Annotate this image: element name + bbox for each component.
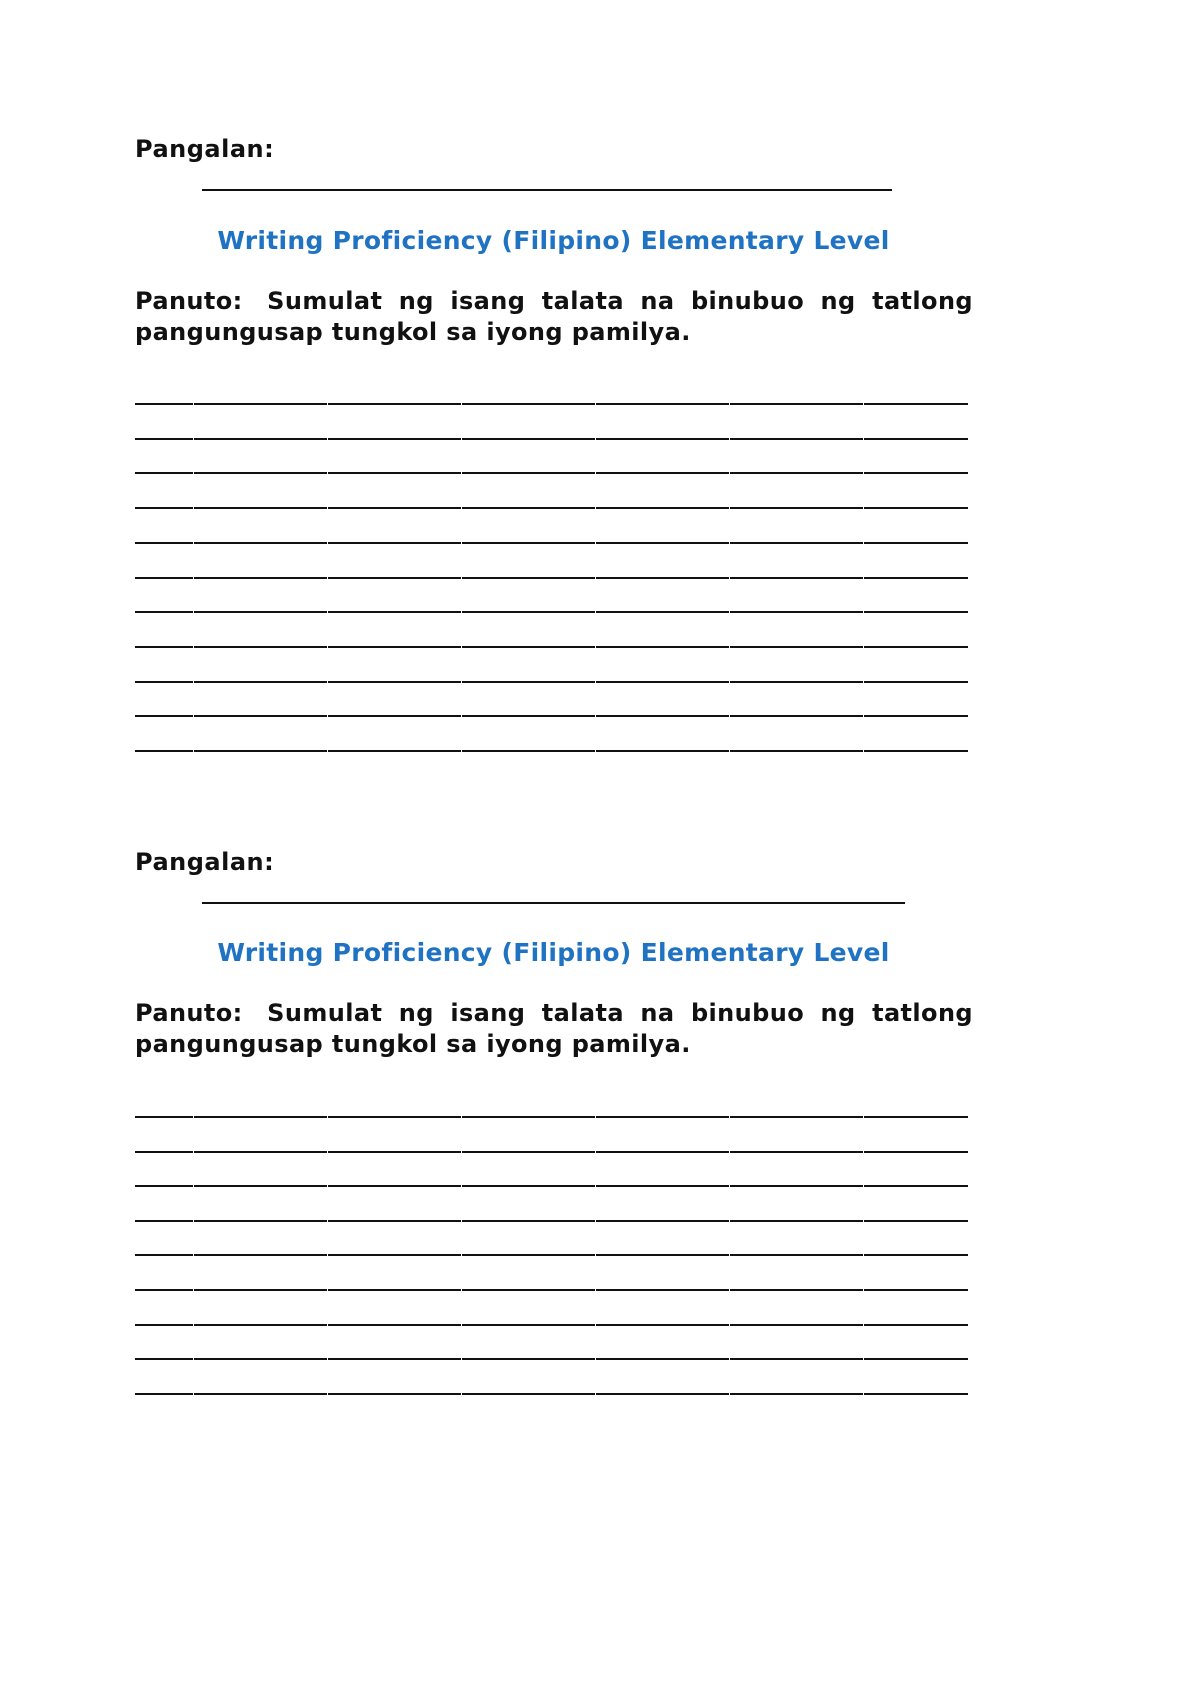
line-segment-gap (863, 403, 864, 405)
line-segment-gap (461, 681, 462, 683)
line-segment-gap (461, 611, 462, 613)
line-segment-gap (461, 1151, 462, 1153)
line-segment-gap (193, 681, 194, 683)
line-segment-gap (863, 1185, 864, 1187)
writing-line[interactable] (135, 403, 968, 405)
line-segment-gap (461, 1185, 462, 1187)
line-segment-gap (595, 1220, 596, 1222)
writing-line[interactable] (135, 1289, 968, 1291)
line-segment-gap (729, 577, 730, 579)
line-segment-gap (595, 611, 596, 613)
line-segment-gap (595, 1289, 596, 1291)
line-segment-gap (461, 646, 462, 648)
line-segment-gap (729, 1220, 730, 1222)
line-segment-gap (863, 472, 864, 474)
line-segment-gap (327, 438, 328, 440)
line-segment-gap (461, 1358, 462, 1360)
line-segment-gap (193, 1151, 194, 1153)
name-label: Pangalan: (135, 848, 275, 876)
line-segment-gap (729, 750, 730, 752)
line-segment-gap (595, 1324, 596, 1326)
line-segment-gap (729, 438, 730, 440)
line-segment-gap (327, 507, 328, 509)
line-segment-gap (863, 1220, 864, 1222)
line-segment-gap (863, 1254, 864, 1256)
name-line (202, 189, 892, 191)
line-segment-gap (729, 507, 730, 509)
line-segment-gap (863, 1116, 864, 1118)
line-segment-gap (863, 750, 864, 752)
line-segment-gap (595, 1116, 596, 1118)
line-segment-gap (461, 542, 462, 544)
instruction-text: Sumulat ng isang talata na binubuo ng tatlong pangungusap tungkol sa iyong pamilya. (135, 287, 974, 346)
line-segment-gap (193, 750, 194, 752)
line-segment-gap (595, 1254, 596, 1256)
line-segment-gap (193, 542, 194, 544)
worksheet-title: Writing Proficiency (Filipino) Elementary Level (217, 938, 890, 967)
line-segment-gap (729, 1289, 730, 1291)
writing-line[interactable] (135, 1220, 968, 1222)
line-segment-gap (193, 1393, 194, 1395)
line-segment-gap (193, 472, 194, 474)
line-segment-gap (327, 1151, 328, 1153)
line-segment-gap (729, 1324, 730, 1326)
line-segment-gap (193, 403, 194, 405)
line-segment-gap (327, 577, 328, 579)
writing-line[interactable] (135, 611, 968, 613)
line-segment-gap (327, 1254, 328, 1256)
line-segment-gap (863, 611, 864, 613)
line-segment-gap (595, 472, 596, 474)
writing-line[interactable] (135, 542, 968, 544)
writing-line[interactable] (135, 1324, 968, 1326)
line-segment-gap (863, 542, 864, 544)
line-segment-gap (595, 542, 596, 544)
line-segment-gap (193, 1116, 194, 1118)
writing-line[interactable] (135, 715, 968, 717)
line-segment-gap (595, 507, 596, 509)
writing-line[interactable] (135, 577, 968, 579)
line-segment-gap (461, 1220, 462, 1222)
instruction (135, 998, 973, 1060)
line-segment-gap (461, 438, 462, 440)
instruction (135, 286, 973, 348)
line-segment-gap (327, 403, 328, 405)
line-segment-gap (461, 1289, 462, 1291)
writing-line[interactable] (135, 646, 968, 648)
line-segment-gap (729, 403, 730, 405)
writing-line[interactable] (135, 438, 968, 440)
line-segment-gap (327, 646, 328, 648)
line-segment-gap (461, 403, 462, 405)
writing-line[interactable] (135, 1254, 968, 1256)
line-segment-gap (193, 646, 194, 648)
line-segment-gap (729, 715, 730, 717)
line-segment-gap (863, 715, 864, 717)
line-segment-gap (595, 646, 596, 648)
line-segment-gap (729, 646, 730, 648)
line-segment-gap (595, 1358, 596, 1360)
line-segment-gap (193, 1254, 194, 1256)
line-segment-gap (595, 681, 596, 683)
name-line (202, 902, 905, 904)
line-segment-gap (327, 1185, 328, 1187)
line-segment-gap (729, 1358, 730, 1360)
writing-line[interactable] (135, 1185, 968, 1187)
line-segment-gap (595, 1393, 596, 1395)
line-segment-gap (595, 715, 596, 717)
writing-line[interactable] (135, 507, 968, 509)
line-segment-gap (327, 750, 328, 752)
line-segment-gap (729, 681, 730, 683)
line-segment-gap (863, 1324, 864, 1326)
line-segment-gap (729, 472, 730, 474)
line-segment-gap (863, 507, 864, 509)
line-segment-gap (595, 1151, 596, 1153)
line-segment-gap (193, 438, 194, 440)
writing-line[interactable] (135, 472, 968, 474)
line-segment-gap (863, 577, 864, 579)
line-segment-gap (729, 1185, 730, 1187)
line-segment-gap (461, 1393, 462, 1395)
line-segment-gap (193, 611, 194, 613)
line-segment-gap (327, 681, 328, 683)
line-segment-gap (461, 1254, 462, 1256)
line-segment-gap (863, 1358, 864, 1360)
worksheet-title: Writing Proficiency (Filipino) Elementary Level (217, 226, 890, 255)
line-segment-gap (327, 1116, 328, 1118)
line-segment-gap (327, 1289, 328, 1291)
line-segment-gap (729, 611, 730, 613)
line-segment-gap (595, 403, 596, 405)
line-segment-gap (461, 507, 462, 509)
line-segment-gap (193, 1289, 194, 1291)
line-segment-gap (729, 1116, 730, 1118)
line-segment-gap (595, 1185, 596, 1187)
line-segment-gap (595, 438, 596, 440)
line-segment-gap (863, 438, 864, 440)
line-segment-gap (327, 1324, 328, 1326)
line-segment-gap (863, 1393, 864, 1395)
line-segment-gap (461, 715, 462, 717)
line-segment-gap (863, 681, 864, 683)
line-segment-gap (327, 1358, 328, 1360)
writing-line[interactable] (135, 1151, 968, 1153)
line-segment-gap (595, 577, 596, 579)
writing-line[interactable] (135, 1393, 968, 1395)
line-segment-gap (461, 577, 462, 579)
line-segment-gap (193, 577, 194, 579)
line-segment-gap (327, 1393, 328, 1395)
line-segment-gap (461, 1116, 462, 1118)
line-segment-gap (193, 1324, 194, 1326)
line-segment-gap (327, 542, 328, 544)
line-segment-gap (729, 542, 730, 544)
instruction-text: Sumulat ng isang talata na binubuo ng tatlong pangungusap tungkol sa iyong pamilya. (135, 999, 974, 1058)
line-segment-gap (193, 1220, 194, 1222)
line-segment-gap (327, 611, 328, 613)
line-segment-gap (461, 750, 462, 752)
writing-line[interactable] (135, 1358, 968, 1360)
line-segment-gap (461, 1324, 462, 1326)
line-segment-gap (863, 1151, 864, 1153)
line-segment-gap (193, 1358, 194, 1360)
line-segment-gap (461, 472, 462, 474)
writing-line[interactable] (135, 681, 968, 683)
writing-line[interactable] (135, 1116, 968, 1118)
instruction-lead: Panuto: (135, 287, 243, 315)
line-segment-gap (193, 1185, 194, 1187)
line-segment-gap (729, 1254, 730, 1256)
line-segment-gap (327, 472, 328, 474)
line-segment-gap (863, 1289, 864, 1291)
line-segment-gap (193, 507, 194, 509)
instruction-lead: Panuto: (135, 999, 243, 1027)
line-segment-gap (193, 715, 194, 717)
line-segment-gap (729, 1393, 730, 1395)
line-segment-gap (327, 715, 328, 717)
line-segment-gap (729, 1151, 730, 1153)
line-segment-gap (327, 1220, 328, 1222)
name-label: Pangalan: (135, 135, 275, 163)
line-segment-gap (595, 750, 596, 752)
line-segment-gap (863, 646, 864, 648)
writing-line[interactable] (135, 750, 968, 752)
